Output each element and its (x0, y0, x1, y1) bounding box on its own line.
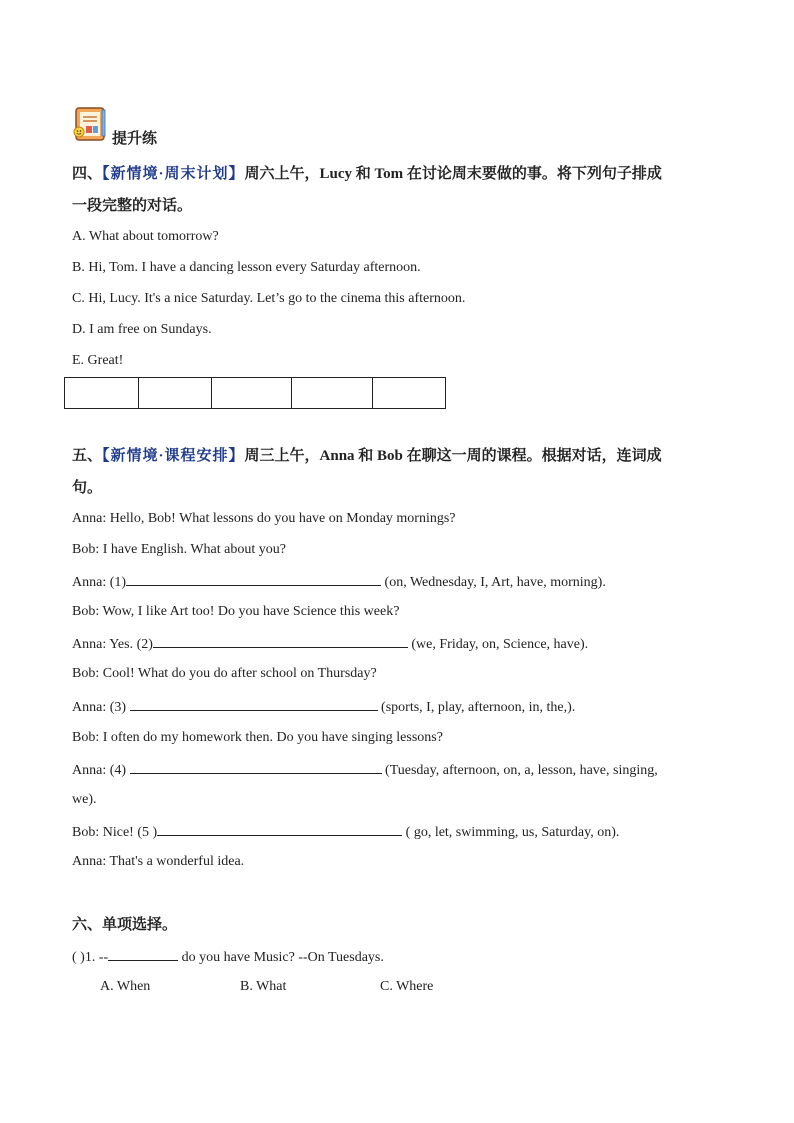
answer-blank-3[interactable] (130, 696, 378, 711)
q5-intro-line2: 句。 (72, 480, 103, 496)
dialogue-line: we). (72, 792, 97, 807)
q6-item-1: ( )1. -- do you have Music? --On Tuesdays. (72, 946, 384, 968)
q4-option-b: B. Hi, Tom. I have a dancing lesson every Saturday afternoon. (72, 260, 421, 275)
answer-blank-5[interactable] (157, 821, 402, 836)
answer-cell[interactable] (292, 378, 373, 409)
dialogue-line: Anna: (3) (sports, I, play, afternoon, in, the,). (72, 696, 575, 718)
answer-cell[interactable] (65, 378, 139, 409)
q5-context-tag: 【新情境·课程安排】 (102, 448, 245, 464)
answer-blank-2[interactable] (153, 633, 408, 648)
dialogue-line: Anna: (4) (Tuesday, afternoon, on, a, lesson, have, singing, (72, 759, 658, 781)
q5-intro-line1 (72, 445, 662, 467)
dialogue-line: Anna: Yes. (2) (we, Friday, on, Science, have). (72, 633, 588, 655)
dialogue-line: Anna: Hello, Bob! What lessons do you have on Monday mornings? (72, 511, 456, 526)
q4-context-tag: 【新情境·周末计划】 (102, 166, 245, 182)
q4-option-e: E. Great! (72, 353, 124, 368)
q4-intro-line2: 一段完整的对话。 (72, 198, 193, 214)
q4-option-c: C. Hi, Lucy. It's a nice Saturday. Let’s go to the cinema this afternoon. (72, 291, 466, 306)
dialogue-line: Bob: Cool! What do you do after school on Thursday? (72, 666, 377, 681)
choice-a[interactable]: A. When (100, 979, 151, 994)
answer-cell[interactable] (212, 378, 292, 409)
q6-title: 六、单项选择。 (72, 917, 178, 933)
answer-blank-4[interactable] (130, 759, 382, 774)
choice-b[interactable]: B. What (240, 979, 287, 994)
answer-order-table (64, 377, 446, 409)
q4-intro-line1 (72, 163, 662, 185)
answer-cell[interactable] (373, 378, 446, 409)
answer-blank-q6-1[interactable] (108, 946, 178, 961)
q4-intro-text: 周六上午，Lucy 和 Tom 在讨论周末要做的事。将下列句子排成 (244, 166, 662, 182)
dialogue-line: Bob: I often do my homework then. Do you have singing lessons? (72, 730, 443, 745)
dialogue-line: Anna: (1) (on, Wednesday, I, Art, have, morning). (72, 571, 606, 593)
notebook-icon (72, 106, 110, 144)
q4-option-d: D. I am free on Sundays. (72, 322, 212, 337)
q5-number: 五、 (72, 448, 103, 464)
dialogue-line: Bob: Wow, I like Art too! Do you have Science this week? (72, 604, 400, 619)
q5-intro-text: 周三上午，Anna 和 Bob 在聊这一周的课程。根据对话，连词成 (244, 448, 662, 464)
dialogue-line: Bob: Nice! (5 ) ( go, let, swimming, us, Saturday, on). (72, 821, 619, 843)
section-title: 提升练 (112, 131, 158, 147)
q4-option-a: A. What about tomorrow? (72, 229, 219, 244)
dialogue-line: Anna: That's a wonderful idea. (72, 854, 245, 869)
dialogue-line: Bob: I have English. What about you? (72, 542, 286, 557)
answer-blank-1[interactable] (126, 571, 381, 586)
answer-cell[interactable] (139, 378, 212, 409)
q4-number: 四、 (72, 166, 103, 182)
choice-c[interactable]: C. Where (380, 979, 434, 994)
